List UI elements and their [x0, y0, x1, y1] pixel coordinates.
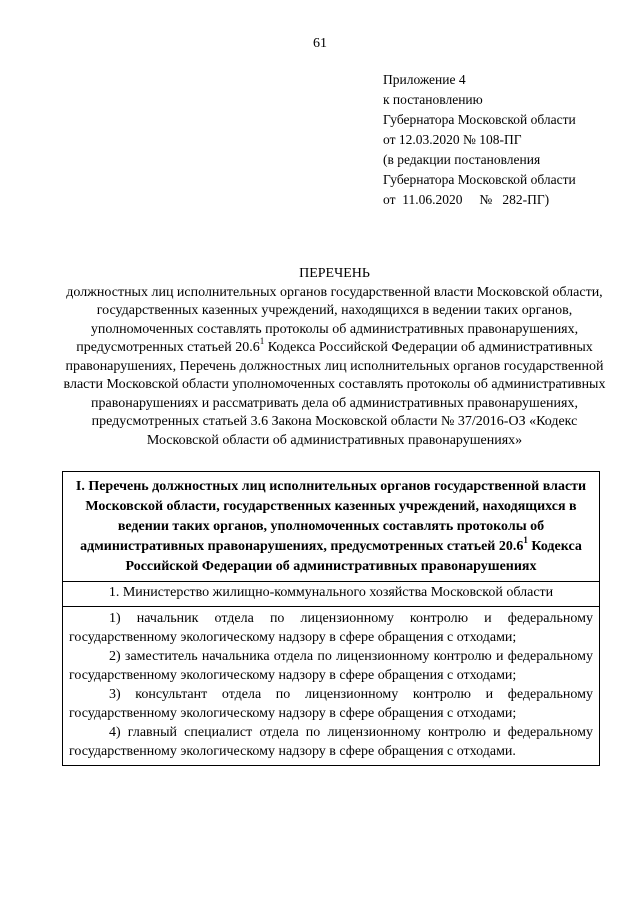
appendix-line: Губернатора Московской области [383, 172, 576, 187]
title-text-part2: Кодекса Российской Федерации об административных правонарушениях, Перечень должностных лиц исполнительных органов государственной власти Московской области уполномоченных составлять протоколы об административных правонарушениях и рассматривать дела об административных правонарушениях, предусмотренных статьей 3.6 Закона Московской области № 37/2016-ОЗ «Кодекс Московской области об административных правонарушениях» [63, 340, 606, 448]
appendix-block [383, 70, 633, 210]
table-header-superscript: 1 [523, 535, 528, 546]
table-header-part2: Кодекса Российской Федерации об административных правонарушениях [125, 539, 582, 574]
table-header-part1: I. Перечень должностных лиц исполнительных органов государственной власти Московской области, государственных казенных учреждений, находящихся в ведении таких органов, уполномоченных составлять протоколы об административных правонарушениях, предусмотренных статьей 20.6 [75, 479, 587, 554]
title-text-part1: должностных лиц исполнительных органов государственной власти Московской области, государственных казенных учреждений, находящихся в ведении таких органов, уполномоченных составлять протоколы об административных правонарушениях, предусмотренных статьей 20.6 [66, 284, 603, 355]
officials-list [63, 607, 599, 765]
appendix-line: (в редакции постановления [383, 152, 541, 167]
appendix-line: Приложение 4 [383, 72, 466, 87]
table-header [63, 472, 599, 582]
list-item: 4) главный специалист отдела по лицензионному контролю и федеральному государственному экологическому надзору в сфере обращения с отходами. [69, 724, 593, 759]
appendix-line: к постановлению [383, 92, 483, 107]
list-item: 2) заместитель начальника отдела по лицензионному контролю и федеральному государственному экологическому надзору в сфере обращения с отходами; [69, 648, 593, 683]
list-item: 1) начальник отдела по лицензионному контролю и федеральному государственному экологическому надзору в сфере обращения с отходами; [69, 610, 593, 645]
appendix-line: от 11.06.2020 № 282-ПГ) [383, 192, 550, 207]
title-superscript: 1 [259, 336, 265, 347]
appendix-line: от 12.03.2020 № 108-ПГ [383, 132, 522, 147]
appendix-line: Губернатора Московской области [383, 112, 576, 127]
document-title [62, 265, 607, 450]
title-heading: ПЕРЕЧЕНЬ [299, 266, 370, 281]
list-item: 3) консультант отдела по лицензионному контролю и федеральному государственному экологическому надзору в сфере обращения с отходами; [69, 686, 593, 721]
officials-table [62, 471, 600, 766]
page-number: 61 [313, 36, 327, 51]
ministry-row: 1. Министерство жилищно-коммунального хозяйства Московской области [63, 582, 599, 607]
